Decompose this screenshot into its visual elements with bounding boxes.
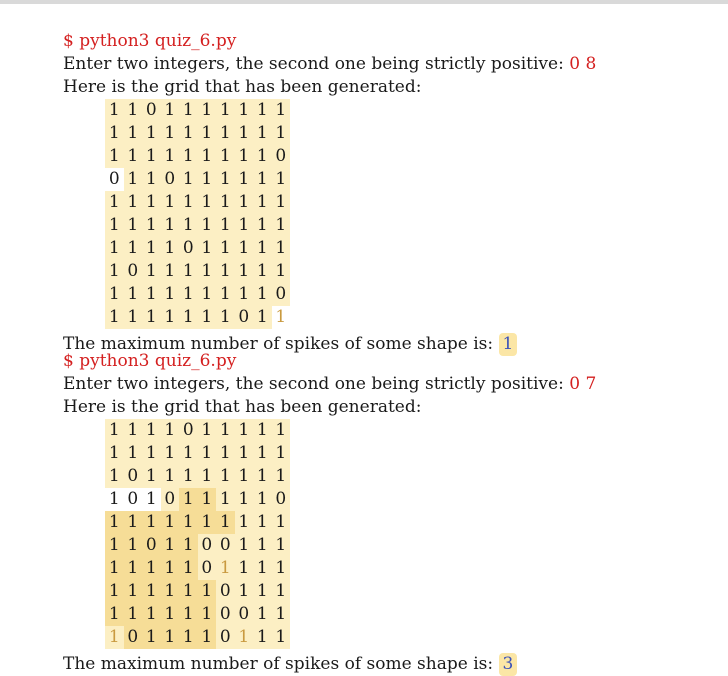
grid-cell: 1: [216, 145, 235, 168]
grid-cell: 0: [127, 489, 139, 509]
grid-cell: 1: [179, 122, 198, 145]
grid-cell: 1: [161, 580, 180, 603]
grid-cell: 1: [142, 626, 161, 649]
grid-cell: 0: [179, 237, 198, 260]
grid-cell: 1: [105, 626, 124, 649]
grid-cell: 1: [272, 419, 291, 442]
grid-cell: 1: [124, 557, 143, 580]
grid-cell: 1: [142, 122, 161, 145]
grid-cell: 1: [272, 511, 291, 534]
grid-cell: 1: [235, 260, 254, 283]
grid-row: [105, 145, 596, 168]
grid-cell: 1: [272, 465, 291, 488]
input-prompt-line: [63, 53, 596, 76]
grid-cell: 1: [198, 419, 217, 442]
grid-cell: 1: [142, 283, 161, 306]
grid-cell: 1: [216, 511, 235, 534]
grid-cell: 1: [161, 557, 180, 580]
grid-cell: 1: [124, 122, 143, 145]
grid-row: [105, 465, 596, 488]
grid-cell: 0: [272, 283, 291, 306]
grid-cell: 1: [124, 442, 143, 465]
grid-cell: 1: [161, 237, 180, 260]
grid-cell: 1: [198, 214, 217, 237]
grid-row: [105, 168, 596, 191]
grid-cell: 1: [105, 306, 124, 329]
grid-cell: 1: [179, 580, 198, 603]
grid-cell: 1: [108, 489, 120, 509]
grid-cell: 1: [161, 145, 180, 168]
grid-cell: 1: [179, 214, 198, 237]
user-input: 0 7: [569, 374, 597, 394]
grid-cell: 1: [124, 191, 143, 214]
grid-cell: 1: [124, 283, 143, 306]
grid-cell: 1: [216, 122, 235, 145]
grid-cell: 0: [216, 534, 235, 557]
grid-cell: 1: [275, 307, 287, 327]
grid-cell: 1: [272, 214, 291, 237]
generated-grid: [105, 419, 596, 649]
grid-header: Here is the grid that has been generated:: [63, 77, 422, 97]
grid-cell: 1: [142, 306, 161, 329]
grid-cell: 1: [105, 283, 124, 306]
grid-cell: 0: [161, 168, 180, 191]
grid-cell: 1: [253, 534, 272, 557]
grid-cell: 1: [198, 168, 217, 191]
grid-cell: 1: [161, 534, 180, 557]
grid-cell: 1: [142, 511, 161, 534]
grid-cell: 1: [272, 534, 291, 557]
grid-cell: 1: [253, 580, 272, 603]
grid-cell: 1: [179, 465, 198, 488]
result-value: 1: [499, 333, 518, 356]
grid-cell: 1: [105, 465, 124, 488]
grid-cell: 1: [272, 626, 291, 649]
grid-cell: 1: [161, 122, 180, 145]
grid-cell: 1: [235, 442, 254, 465]
grid-cell: 1: [179, 260, 198, 283]
grid-cell: 1: [142, 191, 161, 214]
grid-row: [105, 214, 596, 237]
grid-cell: 1: [124, 306, 143, 329]
grid-cell: 1: [235, 534, 254, 557]
grid-cell: 1: [253, 283, 272, 306]
grid-cell: 1: [124, 580, 143, 603]
grid-cell: 1: [253, 603, 272, 626]
grid-row: [105, 99, 596, 122]
grid-cell: 1: [198, 237, 217, 260]
grid-cell: 1: [272, 122, 291, 145]
grid-cell: 1: [142, 465, 161, 488]
grid-cell: 1: [253, 626, 272, 649]
grid-cell: 0: [235, 603, 254, 626]
grid-cell: 1: [272, 260, 291, 283]
grid-cell: 1: [179, 191, 198, 214]
grid-cell: 0: [142, 534, 161, 557]
grid-cell: 0: [161, 488, 180, 511]
grid-cell: 1: [161, 465, 180, 488]
grid-row: [105, 511, 596, 534]
grid-cell: 1: [253, 145, 272, 168]
grid-cell: 1: [253, 260, 272, 283]
grid-cell: 1: [198, 488, 217, 511]
grid-row: [105, 557, 596, 580]
grid-cell: 1: [161, 214, 180, 237]
grid-cell: 1: [124, 145, 143, 168]
grid-cell: 0: [272, 488, 291, 511]
grid-header: Here is the grid that has been generated:: [63, 397, 422, 417]
grid-cell: 0: [216, 603, 235, 626]
grid-cell: 1: [253, 214, 272, 237]
command-line: $ python3 quiz_6.py: [63, 31, 237, 51]
grid-cell: 1: [216, 168, 235, 191]
grid-row: [105, 626, 596, 649]
grid-cell: 1: [142, 557, 161, 580]
grid-cell: 1: [235, 465, 254, 488]
grid-cell: 1: [198, 603, 217, 626]
user-input: 0 8: [569, 54, 597, 74]
session-2: [63, 350, 596, 676]
grid-cell: 1: [253, 191, 272, 214]
grid-cell: 0: [124, 465, 143, 488]
grid-cell: 1: [179, 306, 198, 329]
grid-cell: 1: [272, 442, 291, 465]
grid-cell: 1: [142, 580, 161, 603]
grid-cell: 1: [124, 237, 143, 260]
grid-cell: 1: [198, 465, 217, 488]
grid-cell: 1: [198, 191, 217, 214]
grid-cell: 1: [272, 99, 291, 122]
grid-cell: 1: [253, 99, 272, 122]
grid-cell: 1: [142, 419, 161, 442]
grid-cell: 1: [253, 511, 272, 534]
grid-cell: 1: [161, 283, 180, 306]
grid-cell: 1: [145, 489, 157, 509]
grid-row: [105, 603, 596, 626]
grid-cell: 1: [216, 191, 235, 214]
grid-cell: 1: [272, 603, 291, 626]
grid-cell: 1: [179, 557, 198, 580]
grid-cell: 1: [161, 442, 180, 465]
grid-cell: 1: [253, 465, 272, 488]
grid-cell: 1: [235, 511, 254, 534]
grid-cell: 1: [142, 442, 161, 465]
grid-cell: 1: [142, 214, 161, 237]
grid-cell: 1: [179, 603, 198, 626]
grid-cell: 1: [105, 214, 124, 237]
grid-cell: 1: [105, 419, 124, 442]
grid-cell: 1: [105, 557, 124, 580]
grid-row: [105, 306, 596, 329]
grid-cell: 0: [216, 626, 235, 649]
grid-cell: 1: [142, 145, 161, 168]
grid-cell: 1: [124, 168, 143, 191]
grid-cell: 1: [235, 214, 254, 237]
grid-cell: 1: [272, 237, 291, 260]
session-1: [63, 30, 596, 356]
grid-row: [105, 122, 596, 145]
grid-cell: 1: [198, 626, 217, 649]
grid-cell: 1: [161, 191, 180, 214]
grid-cell: 1: [124, 603, 143, 626]
grid-cell: 1: [161, 511, 180, 534]
grid-row: [105, 580, 596, 603]
result-label: The maximum number of spikes of some shape is:: [63, 654, 494, 674]
grid-cell: 1: [216, 283, 235, 306]
grid-cell: 0: [142, 99, 161, 122]
grid-cell: 1: [142, 237, 161, 260]
grid-cell: 1: [216, 557, 235, 580]
grid-cell: 1: [272, 557, 291, 580]
grid-cell: 1: [179, 488, 198, 511]
input-prompt-line: [63, 373, 596, 396]
grid-cell: 1: [216, 99, 235, 122]
grid-cell: 1: [161, 626, 180, 649]
grid-cell: 1: [198, 99, 217, 122]
prompt-text: Enter two integers, the second one being strictly positive:: [63, 54, 570, 74]
grid-cell: 1: [124, 99, 143, 122]
grid-cell: 1: [198, 580, 217, 603]
grid-cell: 1: [105, 534, 124, 557]
grid-cell: 1: [216, 237, 235, 260]
grid-cell: 1: [124, 511, 143, 534]
grid-cell: 1: [179, 283, 198, 306]
prompt-text: Enter two integers, the second one being strictly positive:: [63, 374, 570, 394]
grid-cell: 0: [108, 169, 120, 189]
grid-cell: 1: [235, 283, 254, 306]
grid-cell: 1: [216, 214, 235, 237]
grid-cell: 1: [235, 626, 254, 649]
grid-cell: 1: [105, 191, 124, 214]
grid-cell: 1: [253, 306, 272, 329]
grid-cell: 1: [161, 419, 180, 442]
grid-cell: 1: [235, 557, 254, 580]
grid-cell: 1: [124, 419, 143, 442]
grid-cell: 1: [179, 511, 198, 534]
grid-cell: 1: [216, 419, 235, 442]
grid-cell: 1: [216, 488, 235, 511]
grid-cell: 1: [161, 603, 180, 626]
grid-cell: 1: [179, 99, 198, 122]
grid-row: [105, 191, 596, 214]
grid-cell: 1: [272, 191, 291, 214]
grid-cell: 1: [179, 534, 198, 557]
grid-cell: 1: [161, 260, 180, 283]
grid-cell: 1: [235, 580, 254, 603]
grid-cell: 1: [216, 306, 235, 329]
top-border: [0, 0, 728, 4]
grid-cell: 0: [198, 534, 217, 557]
grid-cell: 1: [198, 122, 217, 145]
grid-cell: 1: [105, 145, 124, 168]
grid-cell: 0: [179, 419, 198, 442]
grid-cell: 1: [105, 237, 124, 260]
grid-row: [105, 534, 596, 557]
grid-cell: 0: [198, 557, 217, 580]
grid-cell: 1: [253, 419, 272, 442]
grid-cell: 1: [235, 237, 254, 260]
grid-cell: 0: [235, 306, 254, 329]
grid-row: [105, 237, 596, 260]
grid-cell: 1: [235, 168, 254, 191]
grid-cell: 1: [253, 488, 272, 511]
grid-cell: 1: [179, 145, 198, 168]
grid-cell: 1: [105, 122, 124, 145]
grid-cell: 1: [198, 442, 217, 465]
grid-cell: 1: [198, 511, 217, 534]
grid-cell: 1: [272, 168, 291, 191]
grid-cell: 1: [105, 260, 124, 283]
grid-cell: 0: [272, 145, 291, 168]
grid-cell: 1: [216, 465, 235, 488]
grid-cell: 1: [253, 557, 272, 580]
grid-cell: 1: [198, 145, 217, 168]
grid-cell: 1: [198, 283, 217, 306]
grid-cell: 1: [253, 237, 272, 260]
grid-cell: 1: [235, 191, 254, 214]
grid-cell: 1: [216, 260, 235, 283]
grid-cell: 1: [105, 99, 124, 122]
grid-cell: 1: [161, 306, 180, 329]
grid-cell: 1: [235, 122, 254, 145]
grid-cell: 1: [179, 442, 198, 465]
grid-cell: 1: [161, 99, 180, 122]
grid-cell: 0: [124, 626, 143, 649]
grid-row: [105, 442, 596, 465]
grid-cell: 1: [179, 168, 198, 191]
grid-cell: 1: [105, 511, 124, 534]
grid-cell: 1: [198, 306, 217, 329]
grid-cell: 1: [235, 419, 254, 442]
grid-cell: 0: [216, 580, 235, 603]
grid-cell: 1: [198, 260, 217, 283]
grid-cell: 1: [105, 603, 124, 626]
grid-cell: 1: [253, 442, 272, 465]
grid-cell: 1: [105, 442, 124, 465]
result-label: The maximum number of spikes of some shape is:: [63, 334, 494, 354]
grid-cell: 1: [124, 214, 143, 237]
grid-cell: 1: [124, 534, 143, 557]
grid-cell: 1: [142, 260, 161, 283]
grid-cell: 1: [216, 442, 235, 465]
grid-cell: 1: [235, 145, 254, 168]
grid-cell: 1: [272, 580, 291, 603]
grid-cell: 1: [179, 626, 198, 649]
result-value: 3: [499, 653, 518, 676]
grid-row: [105, 419, 596, 442]
grid-row: [105, 488, 596, 511]
generated-grid: [105, 99, 596, 329]
command-line: $ python3 quiz_6.py: [63, 351, 237, 371]
grid-cell: 1: [253, 168, 272, 191]
grid-cell: 1: [253, 122, 272, 145]
grid-cell: 1: [105, 580, 124, 603]
grid-cell: 1: [142, 168, 161, 191]
grid-row: [105, 283, 596, 306]
grid-cell: 1: [142, 603, 161, 626]
grid-cell: 1: [235, 99, 254, 122]
grid-cell: 0: [124, 260, 143, 283]
grid-row: [105, 260, 596, 283]
grid-cell: 1: [235, 488, 254, 511]
